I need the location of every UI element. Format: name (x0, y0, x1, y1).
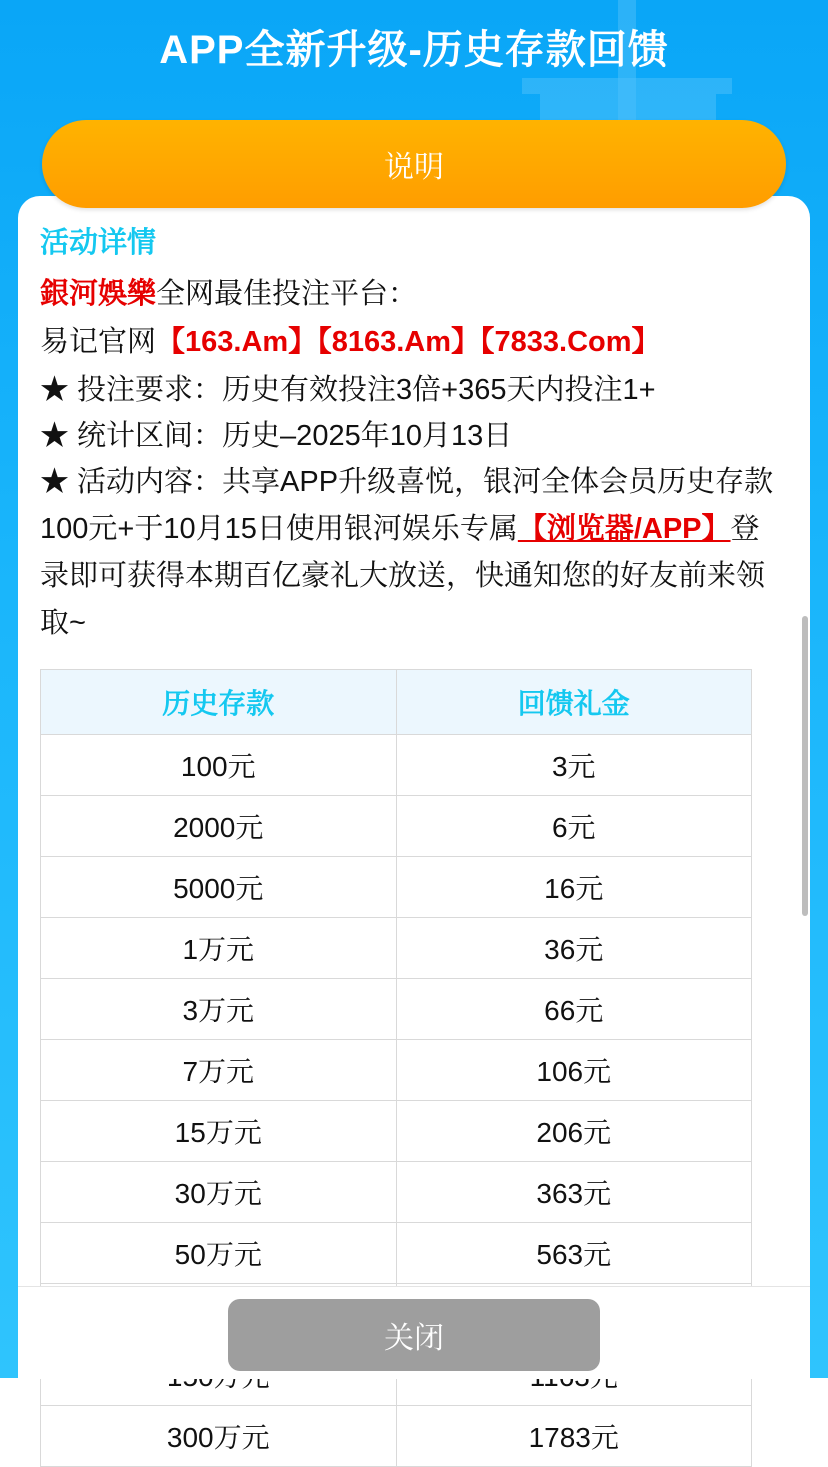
cell-deposit: 7万元 (41, 1040, 397, 1101)
cell-deposit: 5000元 (41, 857, 397, 918)
cell-deposit: 3万元 (41, 979, 397, 1040)
brand-platform-line (40, 271, 788, 317)
cell-reward: 16元 (396, 857, 752, 918)
table-row (41, 1040, 752, 1101)
cell-reward: 563元 (396, 1223, 752, 1284)
page-title: APP全新升级-历史存款回馈 (159, 28, 669, 72)
table-row (41, 918, 752, 979)
activity-content-prefix: ★ 活动内容：共享APP升级喜悦，银河全体会员历史存款100元+于10月15日使用银河娱乐专属 (40, 466, 774, 545)
tab-instructions[interactable]: 说明 (42, 120, 786, 208)
cell-reward: 66元 (396, 979, 752, 1040)
cell-reward: 206元 (396, 1101, 752, 1162)
table-row (41, 857, 752, 918)
table-header-reward: 回馈礼金 (396, 670, 752, 735)
table-row (41, 1101, 752, 1162)
ribbon-box-bar (540, 94, 716, 120)
browser-app-link[interactable]: 【浏览器/APP】 (517, 513, 731, 545)
brand-suffix: 全网最佳投注平台： (156, 278, 418, 310)
cell-deposit: 2000元 (41, 796, 397, 857)
cell-reward: 6元 (396, 796, 752, 857)
table-row (41, 1406, 752, 1467)
domain-label: 易记官网 (40, 326, 157, 358)
close-button[interactable]: 关闭 (228, 1299, 600, 1371)
activity-content-suffix: 登录即可获得本期百亿豪礼大放送，快通知您的好友前来领取~ (40, 513, 766, 639)
table-row (41, 1223, 752, 1284)
domain-2[interactable]: 【8163.Am】 (317, 326, 480, 358)
cell-reward: 106元 (396, 1040, 752, 1101)
betting-requirement-line: ★ 投注要求：历史有效投注3倍+365天内投注1+ (40, 374, 656, 406)
cell-reward: 363元 (396, 1162, 752, 1223)
cell-reward: 3元 (396, 735, 752, 796)
cell-reward: 36元 (396, 918, 752, 979)
statistics-period-line: ★ 统计区间：历史–2025年10月13日 (40, 420, 513, 452)
table-row (41, 735, 752, 796)
cell-deposit: 15万元 (41, 1101, 397, 1162)
cell-deposit: 300万元 (41, 1406, 397, 1467)
cell-deposit: 50万元 (41, 1223, 397, 1284)
cell-deposit: 100元 (41, 735, 397, 796)
official-domains-line (40, 319, 788, 365)
table-header-deposit: 历史存款 (41, 670, 397, 735)
domain-1[interactable]: 【163.Am】 (156, 326, 318, 358)
cell-deposit: 1万元 (41, 918, 397, 979)
section-title-activity-detail: 活动详情 (40, 227, 157, 259)
table-row (41, 1162, 752, 1223)
table-row (41, 796, 752, 857)
table-header-row (41, 670, 752, 735)
brand-name: 銀河娛樂 (40, 278, 157, 310)
footer-bar (18, 1286, 810, 1379)
activity-content-line (40, 459, 788, 647)
table-row (41, 979, 752, 1040)
vertical-scrollbar[interactable] (802, 616, 808, 916)
domain-3[interactable]: 【7833.Com】 (480, 326, 661, 358)
cell-deposit: 30万元 (41, 1162, 397, 1223)
cell-reward: 1783元 (396, 1406, 752, 1467)
